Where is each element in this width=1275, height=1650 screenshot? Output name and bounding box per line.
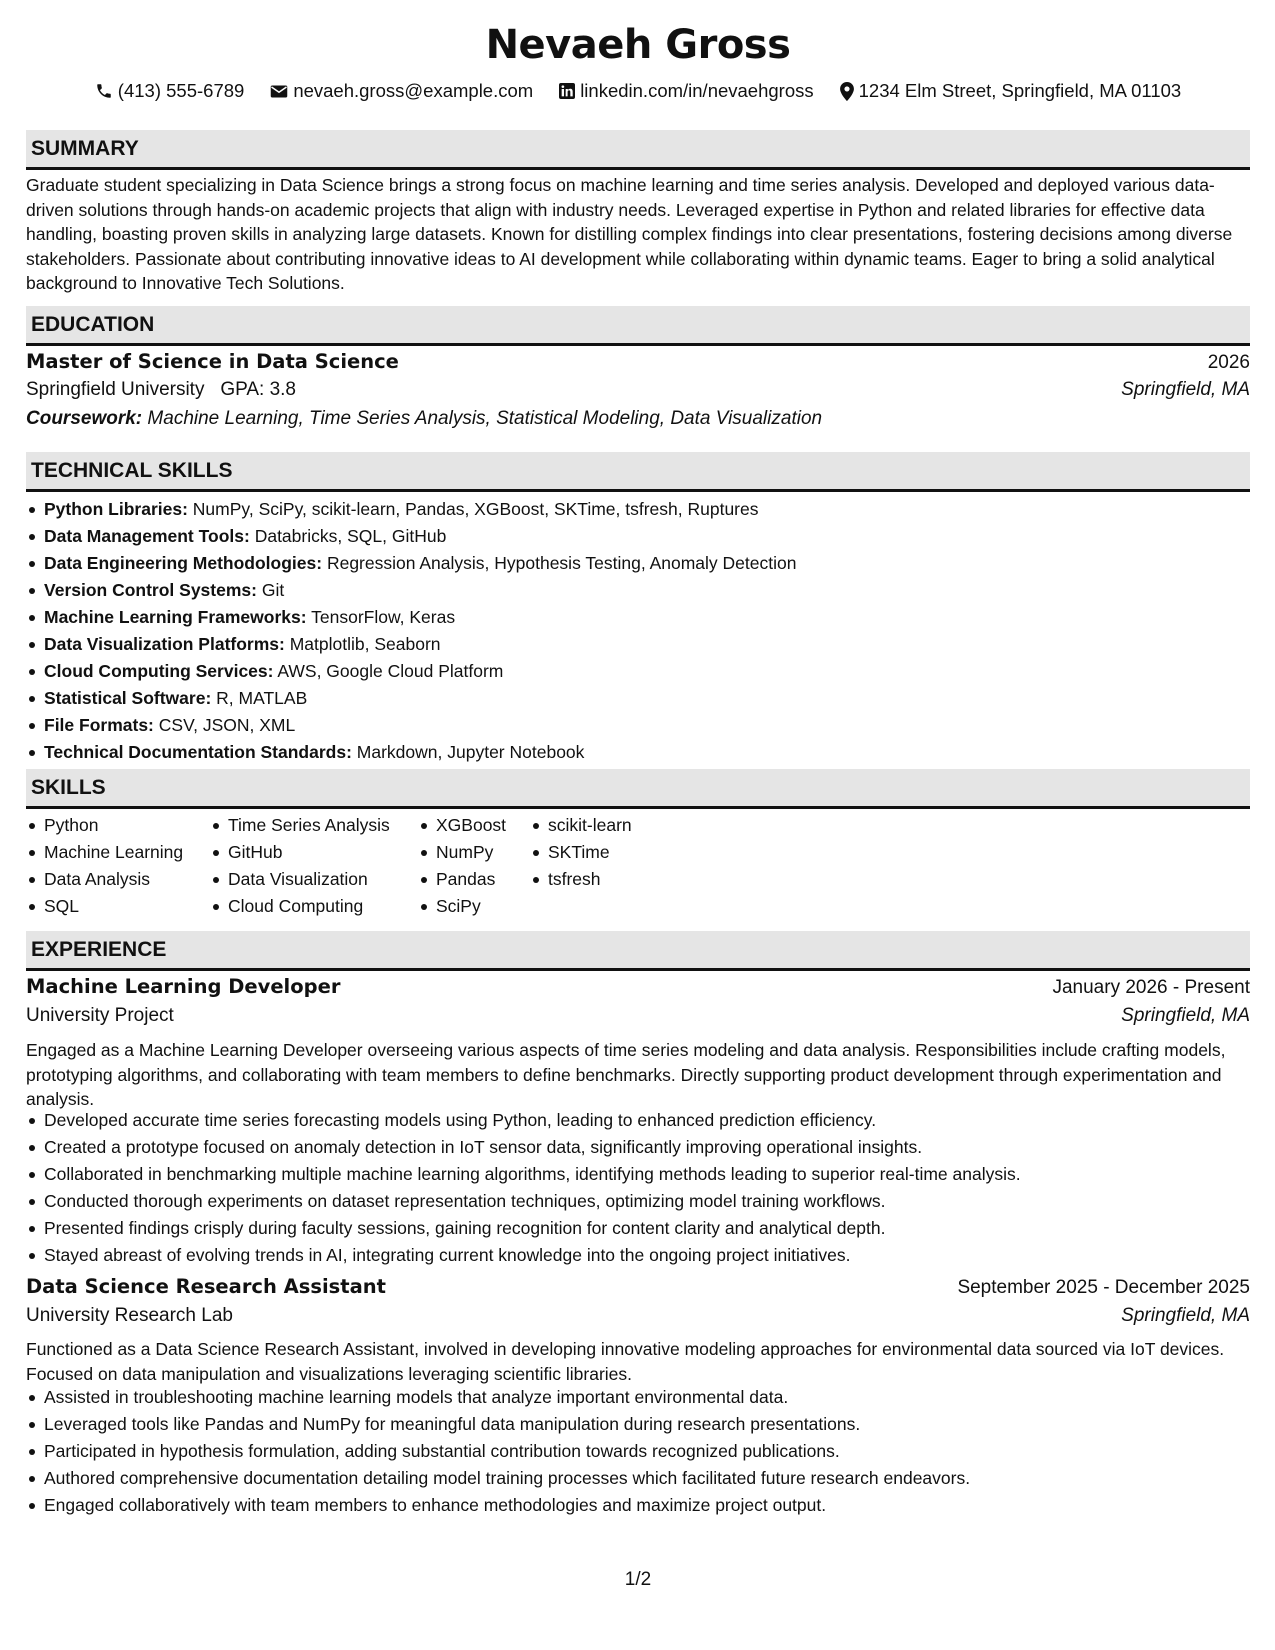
technical-skill-value: Databricks, SQL, GitHub (254, 526, 447, 546)
technical-skill-value: AWS, Google Cloud Platform (277, 661, 504, 681)
skill-item: Pandas (418, 866, 530, 893)
job-1-org: University Project (26, 1005, 174, 1026)
technical-skill-value: NumPy, SciPy, scikit-learn, Pandas, XGBoost, SKTime, tsfresh, Ruptures (192, 499, 759, 519)
job-1-org-row (26, 1005, 1250, 1027)
candidate-name: Nevaeh Gross (485, 22, 791, 68)
education-heading-bar (26, 306, 1250, 346)
technical-skill-label: Machine Learning Frameworks: (44, 607, 307, 627)
address-text: 1234 Elm Street, Springfield, MA 01103 (858, 80, 1182, 101)
technical-skill-label: Technical Documentation Standards: (44, 742, 352, 762)
technical-skills-list (26, 496, 1250, 766)
phone-text: (413) 555-6789 (117, 80, 245, 101)
technical-skill-item (26, 658, 1250, 685)
technical-skills-heading: TECHNICAL SKILLS (31, 458, 233, 482)
skills-grid (26, 812, 680, 920)
technical-skills-heading-bar (26, 452, 1250, 492)
job-2-bullet: Leveraged tools like Pandas and NumPy for meaningful data manipulation during research presentations. (26, 1411, 1250, 1438)
page-number: 1/2 (624, 1569, 652, 1590)
degree-year: 2026 (1207, 352, 1250, 373)
skills-column (210, 812, 418, 920)
skill-item: tsfresh (530, 866, 680, 893)
technical-skill-item (26, 523, 1250, 550)
contact-phone (95, 80, 245, 102)
job-1-dates: January 2026 - Present (1052, 977, 1250, 998)
job-1-title: Machine Learning Developer (26, 975, 341, 998)
technical-skill-label: Python Libraries: (44, 499, 188, 519)
job-1-bullet: Developed accurate time series forecasting models using Python, leading to enhanced prediction efficiency. (26, 1107, 1250, 1134)
skill-item: SKTime (530, 839, 680, 866)
job-1-header-row (26, 975, 1250, 999)
technical-skill-value: Markdown, Jupyter Notebook (356, 742, 585, 762)
skill-item: Python (26, 812, 210, 839)
job-1-description: Engaged as a Machine Learning Developer overseeing various aspects of time series modeling and data analysis. Responsibilities include crafting models, prototyping algorithms, and collaborating with team members to define benchmarks. Directly supporting product development through experimentation and analysis. (26, 1040, 1226, 1109)
skills-column (418, 812, 530, 920)
education-degree-row (26, 350, 1250, 374)
technical-skill-label: Version Control Systems: (44, 580, 257, 600)
technical-skill-value: Matplotlib, Seaborn (289, 634, 441, 654)
experience-heading-bar (26, 931, 1250, 971)
technical-skill-label: Cloud Computing Services: (44, 661, 274, 681)
technical-skill-label: File Formats: (44, 715, 154, 735)
skill-item: Machine Learning (26, 839, 210, 866)
degree-title: Master of Science in Data Science (26, 350, 399, 373)
job-2-description: Functioned as a Data Science Research Assistant, involved in developing innovative modeling approaches for environmental data sourced via IoT devices. Focused on data manipulation and visualizations leveraging scientific libraries. (26, 1339, 1225, 1384)
job-1-location: Springfield, MA (1121, 1005, 1250, 1026)
skills-column (530, 812, 680, 920)
technical-skill-item (26, 604, 1250, 631)
gpa: GPA: 3.8 (220, 379, 296, 400)
contact-address (840, 80, 1182, 102)
technical-skill-label: Data Engineering Methodologies: (44, 553, 323, 573)
technical-skill-value: Git (261, 580, 285, 600)
job-1-bullet: Conducted thorough experiments on dataset representation techniques, optimizing model training workflows. (26, 1188, 1250, 1215)
job-2-bullet: Authored comprehensive documentation detailing model training processes which facilitated future research endeavors. (26, 1465, 1250, 1492)
technical-skill-value: Regression Analysis, Hypothesis Testing, Anomaly Detection (326, 553, 797, 573)
job-2-bullets (26, 1384, 1250, 1519)
technical-skill-item (26, 739, 1250, 766)
linkedin-icon (559, 83, 575, 99)
technical-skill-label: Statistical Software: (44, 688, 212, 708)
coursework-row (26, 408, 1250, 430)
experience-heading: EXPERIENCE (31, 937, 167, 961)
coursework-list: Machine Learning, Time Series Analysis, Statistical Modeling, Data Visualization (147, 408, 823, 429)
education-school-row (26, 379, 1250, 401)
technical-skill-item (26, 712, 1250, 739)
envelope-icon (270, 84, 288, 99)
technical-skill-item (26, 631, 1250, 658)
school-name: Springfield University (26, 379, 205, 400)
job-2-bullet: Participated in hypothesis formulation, adding substantial contribution towards recognized publications. (26, 1438, 1250, 1465)
email-link[interactable]: nevaeh.gross@example.com (293, 80, 534, 101)
skill-item: scikit-learn (530, 812, 680, 839)
summary-heading: SUMMARY (31, 136, 139, 160)
technical-skill-item (26, 685, 1250, 712)
summary-heading-bar (26, 130, 1250, 170)
technical-skill-value: CSV, JSON, XML (158, 715, 296, 735)
contact-linkedin[interactable] (559, 80, 813, 102)
skill-item: Data Visualization (210, 866, 418, 893)
technical-skill-item (26, 550, 1250, 577)
skill-item: GitHub (210, 839, 418, 866)
job-2-location: Springfield, MA (1121, 1305, 1250, 1326)
education-heading: EDUCATION (31, 312, 155, 336)
school-line (26, 379, 296, 401)
map-pin-icon (840, 82, 854, 101)
skill-item: SQL (26, 893, 210, 920)
job-2-org-row (26, 1305, 1250, 1327)
linkedin-link[interactable]: linkedin.com/in/nevaehgross (580, 80, 814, 101)
technical-skill-label: Data Management Tools: (44, 526, 250, 546)
skills-column (26, 812, 210, 920)
skill-item: SciPy (418, 893, 530, 920)
skill-item: Data Analysis (26, 866, 210, 893)
school-location: Springfield, MA (1121, 379, 1250, 400)
skills-heading: SKILLS (31, 775, 106, 799)
skill-item: Cloud Computing (210, 893, 418, 920)
coursework-line (26, 408, 822, 430)
skill-item: XGBoost (418, 812, 530, 839)
technical-skill-label: Data Visualization Platforms: (44, 634, 285, 654)
coursework-label: Coursework: (26, 408, 143, 429)
job-1-bullets (26, 1107, 1250, 1269)
job-2-bullet: Assisted in troubleshooting machine learning models that analyze important environmental data. (26, 1384, 1250, 1411)
skill-item: Time Series Analysis (210, 812, 418, 839)
contact-email[interactable] (270, 80, 533, 102)
job-1-bullet: Presented findings crisply during faculty sessions, gaining recognition for content clarity and analytical depth. (26, 1215, 1250, 1242)
skills-heading-bar (26, 769, 1250, 809)
summary-text: Graduate student specializing in Data Science brings a strong focus on machine learning and time series analysis. Developed and deployed various data-driven solutions through hands-on academic projects that align with industry needs. Leveraged expertise in Python and related libraries for effective data handling, boasting proven skills in analyzing large datasets. Known for distilling complex findings into clear presentations, fostering decisions among diverse stakeholders. Passionate about contributing innovative ideas to AI development while collaborating within dynamic teams. Eager to bring a solid analytical background to Innovative Tech Solutions. (26, 175, 1233, 293)
job-2-dates: September 2025 - December 2025 (957, 1277, 1250, 1298)
job-1-bullet: Stayed abreast of evolving trends in AI, integrating current knowledge into the ongoing project initiatives. (26, 1242, 1250, 1269)
job-2-bullet: Engaged collaboratively with team members to enhance methodologies and maximize project output. (26, 1492, 1250, 1519)
technical-skill-value: TensorFlow, Keras (311, 607, 456, 627)
job-1-bullet: Collaborated in benchmarking multiple machine learning algorithms, identifying methods leading to superior real-time analysis. (26, 1161, 1250, 1188)
phone-icon (95, 82, 113, 100)
technical-skill-item (26, 496, 1250, 523)
job-2-title: Data Science Research Assistant (26, 1275, 386, 1298)
technical-skill-value: R, MATLAB (216, 688, 308, 708)
skill-item: NumPy (418, 839, 530, 866)
job-2-header-row (26, 1275, 1250, 1299)
resume-page (26, 0, 1250, 1650)
contact-bar (26, 80, 1250, 102)
job-1-bullet: Created a prototype focused on anomaly detection in IoT sensor data, significantly improving operational insights. (26, 1134, 1250, 1161)
job-2-org: University Research Lab (26, 1305, 233, 1326)
technical-skill-item (26, 577, 1250, 604)
